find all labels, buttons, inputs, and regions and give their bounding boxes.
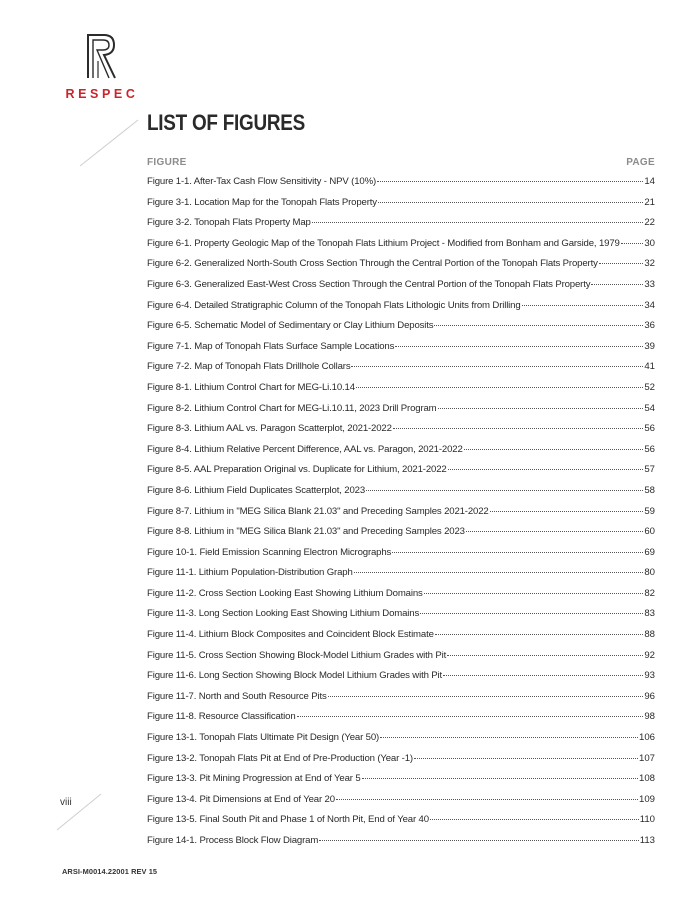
dot-leader [377, 181, 643, 182]
dot-leader [490, 511, 644, 512]
figure-entry[interactable] [147, 320, 655, 341]
figure-entry-title: Figure 6-1. Property Geologic Map of the Tonopah Flats Lithium Project - Modified from Bonham and Garside, 1979 [147, 237, 620, 249]
document-reference: ARSI-M0014.22001 REV 15 [62, 867, 158, 876]
dot-leader [351, 366, 643, 367]
figure-entry[interactable] [147, 217, 655, 238]
figure-entry-page: 52 [644, 381, 655, 393]
figure-entry[interactable] [147, 300, 655, 321]
figure-entry-page: 92 [644, 649, 655, 661]
dot-leader [362, 778, 638, 779]
figure-entry-page: 109 [638, 793, 655, 805]
figure-entry-page: 30 [644, 237, 655, 249]
page-title: LIST OF FIGURES [147, 110, 306, 135]
figure-entry[interactable] [147, 547, 655, 568]
dot-leader [591, 284, 643, 285]
figure-entry-title: Figure 7-2. Map of Tonopah Flats Drillhole Collars [147, 361, 351, 373]
dot-leader [447, 655, 643, 656]
figure-entry-title: Figure 8-8. Lithium in "MEG Silica Blank 21.03" and Preceding Samples 2023 [147, 526, 465, 538]
figure-entry-title: Figure 7-1. Map of Tonopah Flats Surface Sample Locations [147, 340, 395, 352]
dot-leader [312, 222, 644, 223]
figure-entry-page: 82 [644, 587, 655, 599]
figure-entry[interactable] [147, 238, 655, 259]
figure-entry[interactable] [147, 506, 655, 527]
figure-entry[interactable] [147, 835, 655, 856]
figure-entry-page: 34 [644, 299, 655, 311]
figure-entry-page: 22 [644, 217, 655, 229]
figure-entry-page: 54 [644, 402, 655, 414]
figure-entry-page: 83 [644, 608, 655, 620]
figure-entry-title: Figure 11-1. Lithium Population-Distribution Graph [147, 567, 353, 579]
figure-entry[interactable] [147, 588, 655, 609]
page-number: viii [60, 797, 72, 808]
figure-entry-title: Figure 6-4. Detailed Stratigraphic Column of the Tonopah Flats Lithologic Units from Drilling [147, 299, 521, 311]
figure-entry[interactable] [147, 711, 655, 732]
figure-entry-page: 57 [644, 464, 655, 476]
figure-entry-page: 107 [638, 752, 655, 764]
figure-entry-title: Figure 8-4. Lithium Relative Percent Difference, AAL vs. Paragon, 2021-2022 [147, 443, 463, 455]
figure-entry-title: Figure 13-4. Pit Dimensions at End of Year 20 [147, 793, 335, 805]
figure-entry-page: 93 [644, 670, 655, 682]
figure-entry[interactable] [147, 341, 655, 362]
figure-entry-title: Figure 13-3. Pit Mining Progression at End of Year 5 [147, 773, 361, 785]
dot-leader [354, 572, 644, 573]
figure-entry-title: Figure 11-2. Cross Section Looking East Showing Lithium Domains [147, 587, 423, 599]
figure-entry[interactable] [147, 814, 655, 835]
dot-leader [378, 202, 643, 203]
figure-entry-title: Figure 8-1. Lithium Control Chart for MEG-Li.10.14 [147, 381, 355, 393]
figure-entry-page: 14 [644, 176, 655, 187]
respec-r-mark-icon [84, 32, 118, 80]
figure-entry-title: Figure 6-3. Generalized East-West Cross Section Through the Central Portion of the Tonopah Flats Property [147, 278, 591, 290]
figure-entry-title: Figure 11-4. Lithium Block Composites and Coincident Block Estimate [147, 629, 434, 641]
figure-entry-page: 108 [638, 773, 655, 785]
figure-entry-title: Figure 3-1. Location Map for the Tonopah Flats Property [147, 196, 377, 208]
figure-entry-page: 33 [644, 278, 655, 290]
dot-leader [599, 263, 644, 264]
dot-leader [621, 243, 644, 244]
figure-entry[interactable] [147, 176, 655, 197]
figure-entry-title: Figure 11-6. Long Section Showing Block Model Lithium Grades with Pit [147, 670, 443, 682]
figure-entry-title: Figure 8-5. AAL Preparation Original vs. Duplicate for Lithium, 2021-2022 [147, 464, 447, 476]
figure-entry-page: 98 [644, 711, 655, 723]
figure-entry[interactable] [147, 773, 655, 794]
figure-entry[interactable] [147, 382, 655, 403]
figure-entry-title: Figure 6-5. Schematic Model of Sedimentary or Clay Lithium Deposits [147, 320, 434, 332]
dot-leader [328, 696, 644, 697]
figure-entry[interactable] [147, 753, 655, 774]
figure-entry[interactable] [147, 794, 655, 815]
figure-entry-title: Figure 11-8. Resource Classification [147, 711, 296, 723]
page-column-header: PAGE [626, 157, 655, 168]
figure-entry[interactable] [147, 526, 655, 547]
dot-leader [448, 469, 644, 470]
dot-leader [464, 449, 644, 450]
figure-entry-page: 41 [644, 361, 655, 373]
figure-entry-page: 56 [644, 443, 655, 455]
figure-entry[interactable] [147, 691, 655, 712]
dot-leader [434, 325, 643, 326]
dot-leader [319, 840, 639, 841]
figure-entry-title: Figure 6-2. Generalized North-South Cross Section Through the Central Portion of the Tonopah Flats Property [147, 258, 598, 270]
dot-leader [393, 428, 644, 429]
figure-entry-page: 106 [638, 732, 655, 744]
figure-entry[interactable] [147, 258, 655, 279]
figure-entry-title: Figure 1-1. After-Tax Cash Flow Sensitivity - NPV (10%) [147, 176, 377, 187]
figure-entry-title: Figure 14-1. Process Block Flow Diagram [147, 835, 319, 846]
dot-leader [366, 490, 643, 491]
figure-entry-page: 32 [644, 258, 655, 270]
figure-entry-page: 58 [644, 484, 655, 496]
dot-leader [392, 552, 643, 553]
figure-entry-title: Figure 11-7. North and South Resource Pits [147, 690, 327, 702]
figure-entry[interactable] [147, 670, 655, 691]
figure-entry-page: 96 [644, 690, 655, 702]
figure-entry[interactable] [147, 403, 655, 424]
figure-list [147, 176, 655, 856]
figure-entry-title: Figure 11-5. Cross Section Showing Block-Model Lithium Grades with Pit [147, 649, 447, 661]
figure-entry[interactable] [147, 197, 655, 218]
figure-entry[interactable] [147, 567, 655, 588]
figure-entry-title: Figure 8-6. Lithium Field Duplicates Scatterplot, 2023 [147, 484, 365, 496]
figure-column-header: FIGURE [147, 157, 187, 168]
figure-entry-title: Figure 13-5. Final South Pit and Phase 1 of North Pit, End of Year 40 [147, 814, 429, 826]
dot-leader [395, 346, 643, 347]
figure-entry-page: 21 [644, 196, 655, 208]
figure-entry-page: 69 [644, 546, 655, 558]
respec-wordmark: RESPEC [65, 87, 139, 101]
figure-entry-title: Figure 8-7. Lithium in "MEG Silica Blank 21.03" and Preceding Samples 2021-2022 [147, 505, 489, 517]
dot-leader [336, 799, 638, 800]
dot-leader [297, 716, 644, 717]
figure-entry-title: Figure 10-1. Field Emission Scanning Electron Micrographs [147, 546, 392, 558]
figure-entry-page: 36 [644, 320, 655, 332]
dot-leader [380, 737, 638, 738]
figure-entry[interactable] [147, 279, 655, 300]
dot-leader [438, 408, 644, 409]
dot-leader [466, 531, 644, 532]
figure-entry[interactable] [147, 629, 655, 650]
dot-leader [414, 758, 638, 759]
dot-leader [430, 819, 639, 820]
figure-entry-page: 39 [644, 340, 655, 352]
figure-entry-page: 88 [644, 629, 655, 641]
dot-leader [435, 634, 644, 635]
figure-entry-title: Figure 11-3. Long Section Looking East Showing Lithium Domains [147, 608, 420, 620]
dot-leader [424, 593, 644, 594]
figure-entry-page: 80 [644, 567, 655, 579]
dot-leader [356, 387, 643, 388]
figure-entry-page: 59 [644, 505, 655, 517]
figure-entry[interactable] [147, 444, 655, 465]
figure-entry-title: Figure 13-2. Tonopah Flats Pit at End of Pre-Production (Year -1) [147, 752, 413, 764]
figure-entry[interactable] [147, 485, 655, 506]
figure-entry[interactable] [147, 423, 655, 444]
figure-entry-title: Figure 8-3. Lithium AAL vs. Paragon Scatterplot, 2021-2022 [147, 423, 392, 435]
figure-entry-title: Figure 13-1. Tonopah Flats Ultimate Pit Design (Year 50) [147, 732, 380, 744]
figure-entry[interactable] [147, 464, 655, 485]
dot-leader [522, 305, 644, 306]
figure-entry-page: 60 [644, 526, 655, 538]
figure-entry[interactable] [147, 732, 655, 753]
figure-entry-page: 110 [639, 814, 655, 826]
figure-entry-title: Figure 8-2. Lithium Control Chart for MEG-Li.10.11, 2023 Drill Program [147, 402, 437, 414]
figure-entry-page: 56 [644, 423, 655, 435]
figure-entry[interactable] [147, 361, 655, 382]
figure-entry[interactable] [147, 650, 655, 671]
figure-entry[interactable] [147, 608, 655, 629]
figure-entry-page: 113 [639, 835, 655, 846]
dot-leader [443, 675, 643, 676]
decorative-diagonal-line [78, 118, 140, 168]
dot-leader [420, 613, 643, 614]
figure-entry-title: Figure 3-2. Tonopah Flats Property Map [147, 217, 311, 229]
